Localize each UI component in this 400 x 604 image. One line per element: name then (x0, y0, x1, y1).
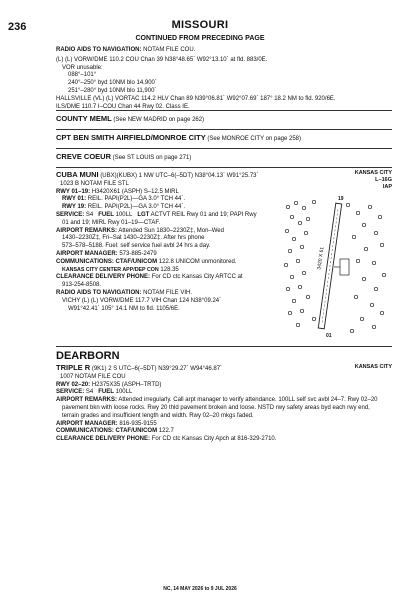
state-title: MISSOURI (171, 19, 229, 31)
sectional-tags (355, 170, 392, 191)
runway-end-label: RWY 19: (62, 204, 87, 211)
airport-location: 2 S UTC–6(–5DT) N39°29.27´ W94°46.87´ (108, 366, 223, 372)
remarks-label: AIRPORT REMARKS: (56, 227, 117, 234)
remarks-text: terrain grades and insufficient length and width. Rwy 02–20 mkgs faded. (62, 412, 254, 419)
remarks-label: AIRPORT REMARKS: (56, 397, 117, 404)
creve-coeur-entry (56, 152, 191, 163)
service-s: S4 (85, 211, 94, 218)
service-line (56, 212, 288, 220)
fuel-text: 100LL (115, 389, 133, 396)
runway-end-line (56, 204, 288, 212)
runway-19-label: 19 (338, 196, 344, 202)
runway-line (56, 189, 288, 197)
nav-aid-line: VOR unusable: (62, 64, 103, 71)
runway-centerline (322, 210, 338, 323)
manager-phone: 573-885-2479 (119, 250, 157, 257)
elevation-line: 1007 NOTAM FILE COU (60, 373, 126, 380)
remarks-line (56, 397, 394, 405)
lgt-text: ACTVT REIL Rwy 01 and 19; PAPI Rwy (150, 211, 257, 218)
radio-line (56, 290, 288, 298)
nav-aids-notam: NOTAM FILE COU. (143, 47, 196, 53)
app-label: KANSAS CITY CENTER APP/DEP CON (62, 266, 159, 273)
iap-tag: IAP (382, 183, 392, 190)
runway-group (308, 202, 341, 329)
clearance-label: CLEARANCE DELIVERY PHONE: (56, 274, 151, 281)
runway-01-label: 01 (326, 333, 332, 339)
vichy-line: W91°42.41´ 105° 14.1 NM to fld. 1105/6E. (68, 305, 180, 312)
cuba-muni-entry (56, 170, 288, 313)
cross-reference: (See NEW MADRID on page 262) (113, 117, 205, 123)
runway-end-text: REIL. PAPI(P2L)—GA 3.0° TCH 44´. (87, 196, 186, 203)
clearance-line (56, 436, 394, 444)
airport-diagram (278, 193, 392, 339)
nav-aids-heading-line (56, 47, 386, 55)
enroute-chart: L–16G (375, 176, 392, 183)
manager-label: AIRPORT MANAGER: (56, 250, 118, 257)
manager-line (56, 251, 288, 259)
app-freq: 128.35 (160, 266, 179, 273)
airport-header (56, 363, 394, 374)
nav-aids-heading: RADIO AIDS TO NAVIGATION: (56, 47, 142, 53)
lgt-continued: 01 and 19; MIRL Rwy 01–19—CTAF. (62, 219, 161, 226)
city-heading: DEARBORN (56, 350, 120, 362)
airport-location: 1 NW UTC–6(–5DT) N38°04.13´ W91°25.73´ (138, 173, 259, 179)
runway-label: RWY 01–19: (56, 188, 91, 195)
app-line (56, 267, 288, 275)
comm-label: COMMUNICATIONS: CTAF/UNICOM (56, 258, 158, 265)
clearance-line (56, 274, 288, 282)
continued-note: CONTINUED FROM PRECEDING PAGE (135, 35, 265, 42)
sectional-tag: KANSAS CITY (354, 364, 392, 370)
remarks-text: 573–578–5188. Fuel: self service fuel avbl 24 hrs a day. (62, 243, 211, 250)
comm-label: COMMUNICATIONS: CTAF/UNICOM (56, 428, 158, 435)
remarks-line (56, 228, 288, 236)
airport-name: CPT BEN SMITH AIRFIELD/MONROE CITY (56, 133, 206, 142)
nav-aids-section (56, 47, 386, 111)
clearance-text: 913-254-8508. (62, 282, 102, 289)
runway-end-label: RWY 01: (62, 196, 87, 203)
cross-reference: (See ST LOUIS on page 271) (112, 155, 192, 161)
clearance-text: For CD ctc Kansas City ARTCC at (151, 274, 243, 281)
remarks-text: 1430–2230Z‡, Fri–Sat 1430–2230Z‡. After hrs phone (62, 235, 205, 242)
nav-aid-line: 251°–280° byd 10NM blo 11,900´ (68, 87, 157, 94)
page-number: 236 (8, 21, 27, 33)
remarks-text: Attended Sun 1830–2230Z‡, Mon–Wed (118, 227, 224, 234)
county-meml-entry (56, 114, 204, 125)
remarks-text: Attended irregularly. Call arpt manager to verify attendance. 100LL self svc avbl 24–7. Rwy 02–20 (118, 397, 378, 404)
manager-phone: 816-935-9155 (119, 420, 157, 427)
triple-r-entry (56, 363, 394, 444)
sectional-chart: KANSAS CITY (354, 170, 392, 176)
lgt-label: LGT (137, 211, 150, 218)
service-label: SERVICE: (56, 389, 85, 396)
runway-text: H2375X35 (ASPH–TRTD) (91, 381, 162, 388)
runway-dimensions: 3420 X 61 (316, 246, 326, 270)
nav-aid-line: ILS/DME 110.7 I–COU Chan 44 Rwy 02. Class IE. (56, 103, 190, 110)
runway-end-line (56, 196, 288, 204)
airport-header (56, 170, 288, 181)
remarks-text: pavement bkn with loose rocks. Rwy 20 thld pavement broken and loose. NSTD rwy safety areas byd each rwy end, (62, 404, 370, 411)
service-line (56, 389, 394, 397)
comm-line (56, 259, 288, 267)
vichy-line: VICHY (L) (L) VORW/DME 117.7 VIH Chan 124 N38°09.24´ (62, 297, 222, 304)
nav-aid-line: HALLSVILLE (VL) (L) VORTAC 114.2 HLV Chan 89 N39°06.81´ W92°07.69´ 187° 18.2 NM to fld. 920/6E. (56, 95, 336, 102)
divider (56, 346, 392, 347)
divider (56, 167, 392, 168)
airport-ident: (UBX)(KUBX) (100, 173, 137, 179)
divider (56, 110, 392, 111)
airport-name: CREVE COEUR (56, 152, 112, 161)
airport-ident: (9K1) (91, 366, 107, 372)
fuel-label: FUEL (98, 389, 114, 396)
divider (56, 148, 392, 149)
comm-text: 122.8 UNICOM unmonitored. (158, 258, 237, 265)
cpt-ben-smith-entry (56, 133, 301, 144)
runway-label: RWY 02–20: (56, 381, 91, 388)
elevation-line: 1023 B NOTAM FILE STL (60, 180, 129, 187)
airport-name: CUBA MUNI (56, 170, 99, 179)
nav-aid-line: 240°–250° byd 10NM blo 14,900´ (68, 80, 157, 87)
service-s: S4 (85, 389, 94, 396)
runway-text: H3420X61 (ASPH) S–12.5 MIRL (91, 188, 179, 195)
clearance-label: CLEARANCE DELIVERY PHONE: (56, 436, 151, 443)
airport-name: TRIPLE R (56, 363, 91, 372)
taxiway-apron (334, 259, 349, 275)
clearance-text: For CD ctc Kansas City Apch at 816-329-2710. (151, 436, 277, 443)
runway-end-text: REIL. PAPI(P2L)—GA 3.0° TCH 44´. (87, 204, 186, 211)
radio-label: RADIO AIDS TO NAVIGATION: (56, 289, 142, 296)
divider (56, 129, 392, 130)
cross-reference: (See MONROE CITY on page 258) (207, 136, 302, 142)
service-label: SERVICE: (56, 211, 85, 218)
fuel-text: 100LL (115, 211, 133, 218)
nav-aid-line: 088°–101° (68, 72, 97, 79)
radio-notam: NOTAM FILE VIH. (143, 289, 193, 296)
comm-text: 122.7 (158, 428, 174, 435)
fuel-label: FUEL (98, 211, 114, 218)
runway-line (56, 382, 394, 390)
airport-name: COUNTY MEML (56, 114, 112, 123)
effective-dates: NC, 14 MAY 2026 to 9 JUL 2026 (163, 586, 237, 592)
manager-line (56, 421, 394, 429)
manager-label: AIRPORT MANAGER: (56, 420, 118, 427)
nav-aid-line: (L) (L) VORW/DME 110.2 COU Chan 39 N38°48.65´ W92°13.10´ at fld. 883/0E. (56, 56, 268, 63)
comm-line (56, 428, 394, 436)
